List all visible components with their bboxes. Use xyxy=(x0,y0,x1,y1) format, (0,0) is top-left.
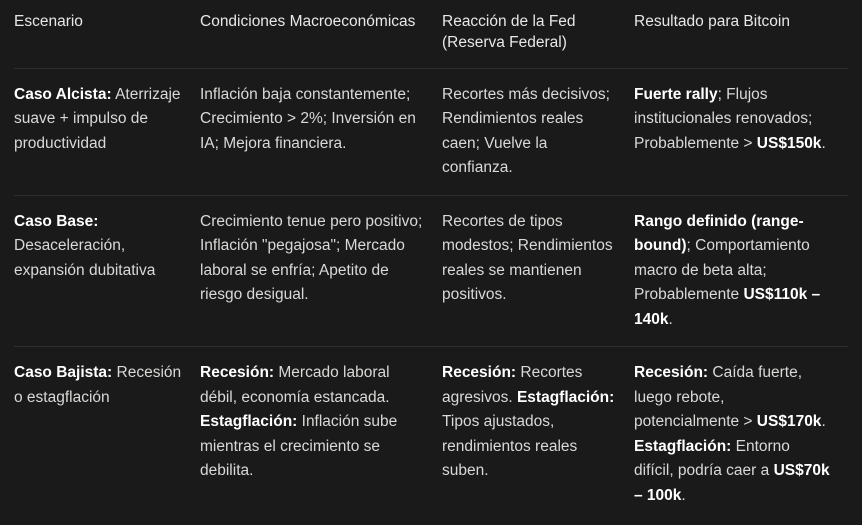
cell-condiciones: Inflación baja constantemente; Crecimiento > 2%; Inversión en IA; Mejora financiera. xyxy=(200,85,416,152)
column-header-escenario: Escenario xyxy=(14,10,200,68)
cell-condiciones: Recesión: Mercado laboral débil, economía estancada. Estagflación: Inflación sube mientras el crecimiento se debilita. xyxy=(200,347,442,522)
table-body xyxy=(14,68,848,522)
cell-condiciones: Crecimiento tenue pero positivo; Inflación "pegajosa"; Mercado laboral se enfría; Apetito de riesgo desigual. xyxy=(200,195,442,346)
cell-bitcoin: Rango definido (range-bound); Comportamiento macro de beta alta; Probablemente US$110k – 140k. xyxy=(634,195,848,346)
column-header-condiciones: Condiciones Macroeconómicas xyxy=(200,10,442,68)
table-row xyxy=(14,68,848,195)
cell-fed: Recortes más decisivos; Rendimientos reales caen; Vuelve la confianza. xyxy=(442,85,610,177)
scenario-table xyxy=(14,10,848,522)
cell-escenario: Caso Base: Desaceleración, expansión dubitativa xyxy=(14,195,200,346)
cell-escenario: Caso Alcista: Aterrizaje suave + impulso de productividad xyxy=(14,85,181,152)
cell-bitcoin: Recesión: Caída fuerte, luego rebote, potencialmente > US$170k. Estagflación: Entorno difícil, podría caer a US$70k – 100k. xyxy=(634,347,848,522)
table-header-row xyxy=(14,10,848,68)
cell-fed: Recortes de tipos modestos; Rendimientos reales se mantienen positivos. xyxy=(442,195,634,346)
column-header-fed: Reacción de la Fed (Reserva Federal) xyxy=(442,10,634,68)
column-header-bitcoin: Resultado para Bitcoin xyxy=(634,10,848,68)
cell-fed: Recesión: Recortes agresivos. Estagflación: Tipos ajustados, rendimientos reales suben. xyxy=(442,347,634,522)
cell-bitcoin: Fuerte rally; Flujos institucionales renovados; Probablemente > US$150k. xyxy=(634,85,826,152)
cell-escenario: Caso Bajista: Recesión o estagflación xyxy=(14,347,200,522)
table-row xyxy=(14,195,848,346)
table-row xyxy=(14,347,848,522)
table-header xyxy=(14,10,848,68)
